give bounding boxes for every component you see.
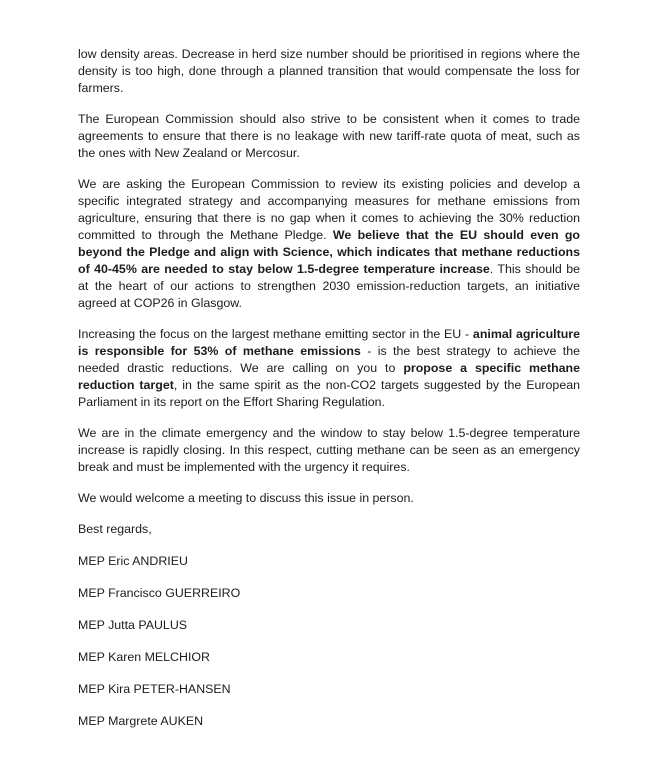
paragraph (78, 176, 580, 312)
text-run: We are in the climate emergency and the window to stay below 1.5-degree temperature increase is rapidly closing. In this respect, cutting methane can be seen as an emergency break and must be implemented with the urgency it requires. (78, 426, 580, 474)
bold-text-run: We believe that the EU should even go beyond the Pledge and align with Science, which indicates that methane reductions of 40-45% are needed to stay below 1.5-degree temperature increase (78, 228, 580, 276)
paragraph (78, 425, 580, 476)
signature-line: MEP Karen MELCHIOR (78, 650, 210, 664)
paragraph (78, 111, 580, 162)
signature-line: MEP Francisco GUERREIRO (78, 586, 241, 600)
paragraph (78, 490, 580, 507)
text-run: . This should be at the heart of our actions to strengthen 2030 emission-reduction targets, an initiative agreed at COP26 in Glasgow. (78, 262, 581, 310)
paragraph (78, 326, 580, 411)
signature-line: MEP Eric ANDRIEU (78, 554, 188, 568)
bold-text-run: animal agriculture is responsible for 53% of methane emissions (78, 327, 580, 358)
closing-line: Best regards, (78, 522, 152, 536)
text-run: - is the best strategy to achieve the needed drastic reductions. We are calling on you to (78, 344, 580, 375)
bold-text-run: propose a specific methane reduction target (78, 361, 580, 392)
text-run: , in the same spirit as the non-CO2 targets suggested by the European Parliament in its report on the Effort Sharing Regulation. (78, 378, 580, 409)
text-run: We are asking the European Commission to review its existing policies and develop a specific integrated strategy and accompanying measures for methane emissions from agriculture, ensuring that there is no gap when it comes to achieving the 30% reduction committed to through the Methane Pledge. (78, 177, 580, 242)
letter-body (78, 46, 580, 507)
text-run: The European Commission should also strive to be consistent when it comes to trade agreements to ensure that there is no leakage with new tariff-rate quota of meat, such as the ones with New Zealand or Mercosur. (78, 112, 580, 160)
text-run: Increasing the focus on the largest methane emitting sector in the EU - (78, 327, 473, 341)
signature-block (78, 553, 580, 730)
text-run: We would welcome a meeting to discuss this issue in person. (78, 491, 414, 505)
signature-line: MEP Jutta PAULUS (78, 618, 188, 632)
signature-line: MEP Kira PETER-HANSEN (78, 682, 231, 696)
signature-line: MEP Margrete AUKEN (78, 714, 204, 728)
text-run: low density areas. Decrease in herd size number should be prioritised in regions where the density is too high, done through a planned transition that would compensate the loss for farmers. (78, 47, 580, 95)
paragraph (78, 46, 580, 97)
